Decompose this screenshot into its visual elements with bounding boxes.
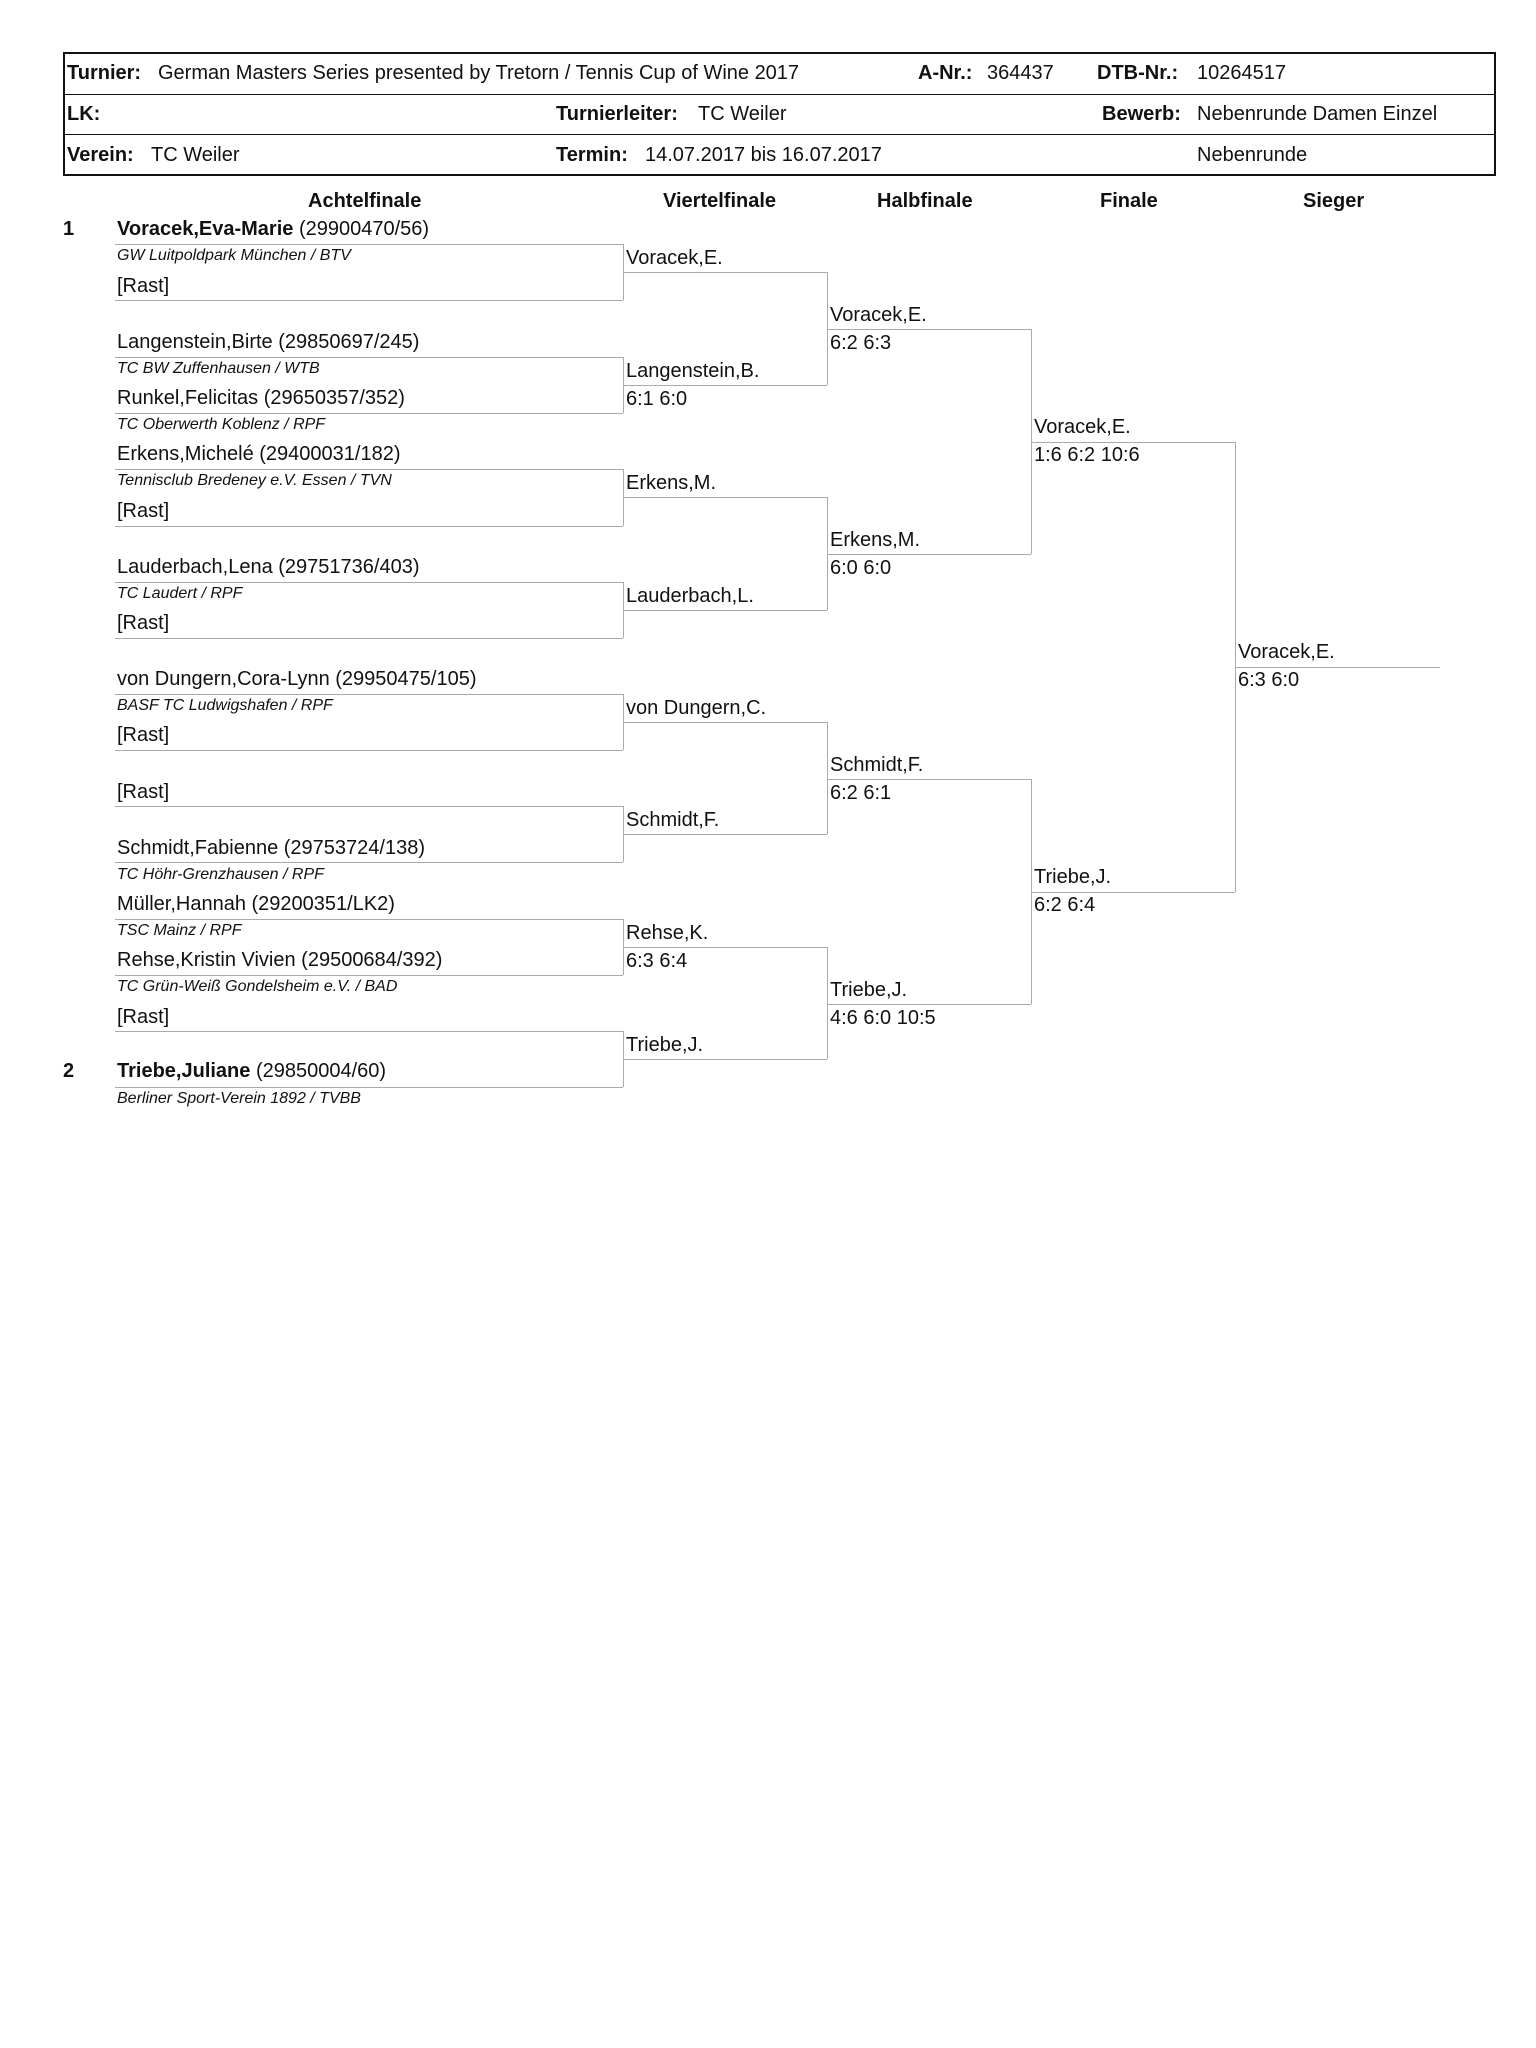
final-winner: Triebe,J. xyxy=(1034,866,1112,888)
bracket-line xyxy=(623,610,827,611)
bracket-line xyxy=(623,385,827,386)
player-id: (29850004/60) xyxy=(250,1060,387,1082)
bracket-line xyxy=(115,526,623,527)
bracket-line xyxy=(115,694,623,695)
bracket-line xyxy=(115,413,623,414)
bracket-line xyxy=(623,722,827,723)
termin-label: Termin: xyxy=(556,144,628,166)
player-name: Voracek,Eva-Marie xyxy=(117,218,294,240)
turnier-label: Turnier: xyxy=(67,62,142,84)
player-club: Berliner Sport-Verein 1892 / TVBB xyxy=(117,1090,361,1107)
bracket-line xyxy=(115,357,623,358)
champion-name: Voracek,E. xyxy=(1238,641,1335,663)
player-entry: [Rast] xyxy=(117,781,170,803)
player-club: TC Laudert / RPF xyxy=(117,585,243,602)
bracket-line xyxy=(623,947,827,948)
quarter-winner: Schmidt,F. xyxy=(626,809,720,831)
player-entry: Lauderbach,Lena (29751736/403) xyxy=(117,556,420,578)
player-entry xyxy=(117,219,429,239)
player-club: TC Grün-Weiß Gondelsheim e.V. / BAD xyxy=(117,978,398,995)
bracket-line xyxy=(1235,667,1440,668)
player-entry: [Rast] xyxy=(117,275,170,297)
bracket-connector xyxy=(827,947,828,1059)
player-club: TSC Mainz / RPF xyxy=(117,922,242,939)
bracket-line xyxy=(115,750,623,751)
col-halbfinale: Halbfinale xyxy=(877,190,973,212)
bracket-line xyxy=(827,329,1031,330)
semi-score: 6:2 6:1 xyxy=(830,782,892,804)
turnierleiter-label: Turnierleiter: xyxy=(556,103,678,125)
quarter-score: 6:1 6:0 xyxy=(626,388,688,410)
player-entry: Schmidt,Fabienne (29753724/138) xyxy=(117,837,425,859)
dtb-value: 10264517 xyxy=(1197,62,1286,84)
bracket-line xyxy=(623,272,827,273)
seed-number: 2 xyxy=(63,1060,75,1082)
quarter-winner: Voracek,E. xyxy=(626,247,723,269)
player-entry: [Rast] xyxy=(117,1006,170,1028)
player-entry: Rehse,Kristin Vivien (29500684/392) xyxy=(117,949,443,971)
player-entry: Müller,Hannah (29200351/LK2) xyxy=(117,893,395,915)
runde-value: Nebenrunde xyxy=(1197,144,1308,166)
bracket-line xyxy=(115,806,623,807)
quarter-winner: von Dungern,C. xyxy=(626,697,767,719)
termin-value: 14.07.2017 bis 16.07.2017 xyxy=(645,144,882,166)
bracket-line xyxy=(115,638,623,639)
quarter-winner: Lauderbach,L. xyxy=(626,585,754,607)
final-score: 6:2 6:4 xyxy=(1034,894,1096,916)
bracket-connector xyxy=(827,722,828,834)
player-entry: von Dungern,Cora-Lynn (29950475/105) xyxy=(117,668,477,690)
bracket-line xyxy=(1031,892,1235,893)
bracket-line xyxy=(115,1087,623,1088)
player-club: TC Oberwerth Koblenz / RPF xyxy=(117,416,326,433)
bewerb-label: Bewerb: xyxy=(1102,103,1181,125)
bracket-line xyxy=(115,1031,623,1032)
bracket-line xyxy=(115,919,623,920)
bracket-line xyxy=(623,834,827,835)
semi-winner: Voracek,E. xyxy=(830,304,927,326)
quarter-winner: Erkens,M. xyxy=(626,472,717,494)
bracket-line xyxy=(827,1004,1031,1005)
verein-value: TC Weiler xyxy=(151,144,240,166)
bracket-line xyxy=(115,975,623,976)
player-entry: [Rast] xyxy=(117,500,170,522)
semi-score: 6:0 6:0 xyxy=(830,557,892,579)
col-finale: Finale xyxy=(1100,190,1158,212)
player-entry: Erkens,Michelé (29400031/182) xyxy=(117,443,401,465)
quarter-winner: Rehse,K. xyxy=(626,922,709,944)
quarter-score: 6:3 6:4 xyxy=(626,950,688,972)
bracket-line xyxy=(115,244,623,245)
bracket-line xyxy=(1031,442,1235,443)
bracket-line xyxy=(827,554,1031,555)
final-winner: Voracek,E. xyxy=(1034,416,1131,438)
bewerb-value: Nebenrunde Damen Einzel xyxy=(1197,103,1438,125)
header-divider xyxy=(63,94,1496,95)
player-entry: [Rast] xyxy=(117,612,170,634)
player-club: TC BW Zuffenhausen / WTB xyxy=(117,360,320,377)
quarter-winner: Triebe,J. xyxy=(626,1034,704,1056)
anr-value: 364437 xyxy=(987,62,1054,84)
dtb-label: DTB-Nr.: xyxy=(1097,62,1179,84)
bracket-line xyxy=(115,300,623,301)
semi-score: 4:6 6:0 10:5 xyxy=(830,1007,936,1029)
anr-label: A-Nr.: xyxy=(918,62,973,84)
semi-winner: Schmidt,F. xyxy=(830,754,924,776)
quarter-winner: Langenstein,B. xyxy=(626,360,760,382)
verein-label: Verein: xyxy=(67,144,134,166)
player-entry: Langenstein,Birte (29850697/245) xyxy=(117,331,420,353)
turnierleiter-value: TC Weiler xyxy=(698,103,787,125)
semi-winner: Erkens,M. xyxy=(830,529,921,551)
player-club: TC Höhr-Grenzhausen / RPF xyxy=(117,866,324,883)
player-club: GW Luitpoldpark München / BTV xyxy=(117,247,351,264)
bracket-line xyxy=(115,862,623,863)
player-name: Triebe,Juliane xyxy=(117,1060,251,1082)
seed-number: 1 xyxy=(63,218,75,240)
champion-score: 6:3 6:0 xyxy=(1238,669,1300,691)
bracket-line xyxy=(115,582,623,583)
player-entry: Runkel,Felicitas (29650357/352) xyxy=(117,387,405,409)
col-achtelfinale: Achtelfinale xyxy=(308,190,422,212)
header-divider xyxy=(63,134,1496,135)
player-entry: [Rast] xyxy=(117,724,170,746)
lk-label: LK: xyxy=(67,103,101,125)
semi-score: 6:2 6:3 xyxy=(830,332,892,354)
player-entry xyxy=(117,1061,386,1081)
player-club: BASF TC Ludwigshafen / RPF xyxy=(117,697,333,714)
bracket-line xyxy=(827,779,1031,780)
bracket-line xyxy=(623,1059,827,1060)
turnier-value: German Masters Series presented by Tretorn / Tennis Cup of Wine 2017 xyxy=(158,62,800,84)
bracket-line xyxy=(623,497,827,498)
semi-winner: Triebe,J. xyxy=(830,979,908,1001)
col-viertelfinale: Viertelfinale xyxy=(663,190,777,212)
player-club: Tennisclub Bredeney e.V. Essen / TVN xyxy=(117,472,392,489)
final-score: 1:6 6:2 10:6 xyxy=(1034,444,1140,466)
col-sieger: Sieger xyxy=(1303,190,1365,212)
player-id: (29900470/56) xyxy=(293,218,430,240)
bracket-line xyxy=(115,469,623,470)
